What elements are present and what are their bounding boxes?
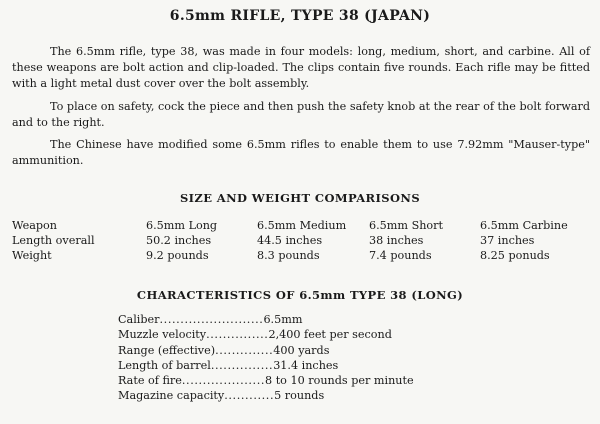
paragraph-models: The 6.5mm rifle, type 38, was made in four models: long, medium, short, and carbine. All of these weapons are bolt action and clip-loaded. The clips contain five rounds. Each rifle may be fitted with a light metal dust cover over the bolt assembly. (12, 45, 590, 90)
comparison-cell: 6.5mm Short (369, 219, 444, 232)
leader-dots: ......................... (159, 313, 264, 326)
paragraph-safety: To place on safety, cock the piece and then push the safety knob at the rear of the bolt forward and to the right. (12, 100, 590, 129)
characteristic-label: Length of barrel (118, 359, 211, 372)
comparison-cell: Weapon (12, 219, 57, 232)
characteristic-label: Muzzle velocity (118, 328, 207, 341)
characteristic-row-caliber (118, 313, 302, 328)
comparison-cell: 6.5mm Long (146, 219, 218, 232)
page-title: 6.5mm RIFLE, TYPE 38 (JAPAN) (169, 8, 431, 24)
characteristic-row-rate-of-fire (118, 374, 414, 389)
comparison-cell: 37 inches (480, 234, 535, 247)
characteristic-label: Caliber (118, 313, 160, 326)
comparison-cell: 8.3 pounds (257, 249, 320, 262)
characteristic-label: Rate of fire (118, 374, 182, 387)
characteristic-value: 31.4 inches (273, 359, 339, 372)
characteristic-label: Range (effective) (118, 344, 216, 357)
paragraph-chinese-modification: The Chinese have modified some 6.5mm rifles to enable them to use 7.92mm "Mauser-type" ammunition. (12, 138, 590, 167)
characteristic-value: 6.5mm (263, 313, 303, 326)
comparison-cell: 50.2 inches (146, 234, 212, 247)
characteristic-value: 400 yards (273, 344, 330, 357)
size-weight-heading: SIZE AND WEIGHT COMPARISONS (179, 191, 421, 205)
comparison-row-length (0, 234, 600, 249)
characteristic-label: Magazine capacity (118, 389, 225, 402)
leader-dots: .............. (215, 344, 274, 357)
comparison-cell: 7.4 pounds (369, 249, 432, 262)
characteristic-row-muzzle-velocity (118, 328, 392, 343)
leader-dots: ............... (206, 328, 269, 341)
characteristic-row-magazine-capacity (118, 389, 324, 404)
comparison-cell: Weight (12, 249, 52, 262)
characteristic-value: 5 rounds (274, 389, 325, 402)
characteristics-heading: CHARACTERISTICS OF 6.5mm TYPE 38 (LONG) (136, 288, 464, 302)
leader-dots: .................... (181, 374, 266, 387)
characteristic-value: 8 to 10 rounds per minute (265, 374, 414, 387)
comparison-cell: Length overall (12, 234, 95, 247)
leader-dots: ............... (210, 359, 274, 372)
characteristic-row-barrel-length (118, 359, 338, 374)
comparison-row-weight (0, 249, 600, 264)
comparison-cell: 6.5mm Medium (257, 219, 347, 232)
comparison-cell: 38 inches (369, 234, 424, 247)
characteristic-value: 2,400 feet per second (268, 328, 392, 341)
comparison-header-row (0, 219, 600, 234)
comparison-cell: 8.25 ponuds (480, 249, 550, 262)
comparison-cell: 9.2 pounds (146, 249, 209, 262)
comparison-cell: 6.5mm Carbine (480, 219, 568, 232)
comparison-cell: 44.5 inches (257, 234, 323, 247)
leader-dots: ............ (224, 389, 275, 402)
characteristic-row-range (118, 344, 329, 359)
